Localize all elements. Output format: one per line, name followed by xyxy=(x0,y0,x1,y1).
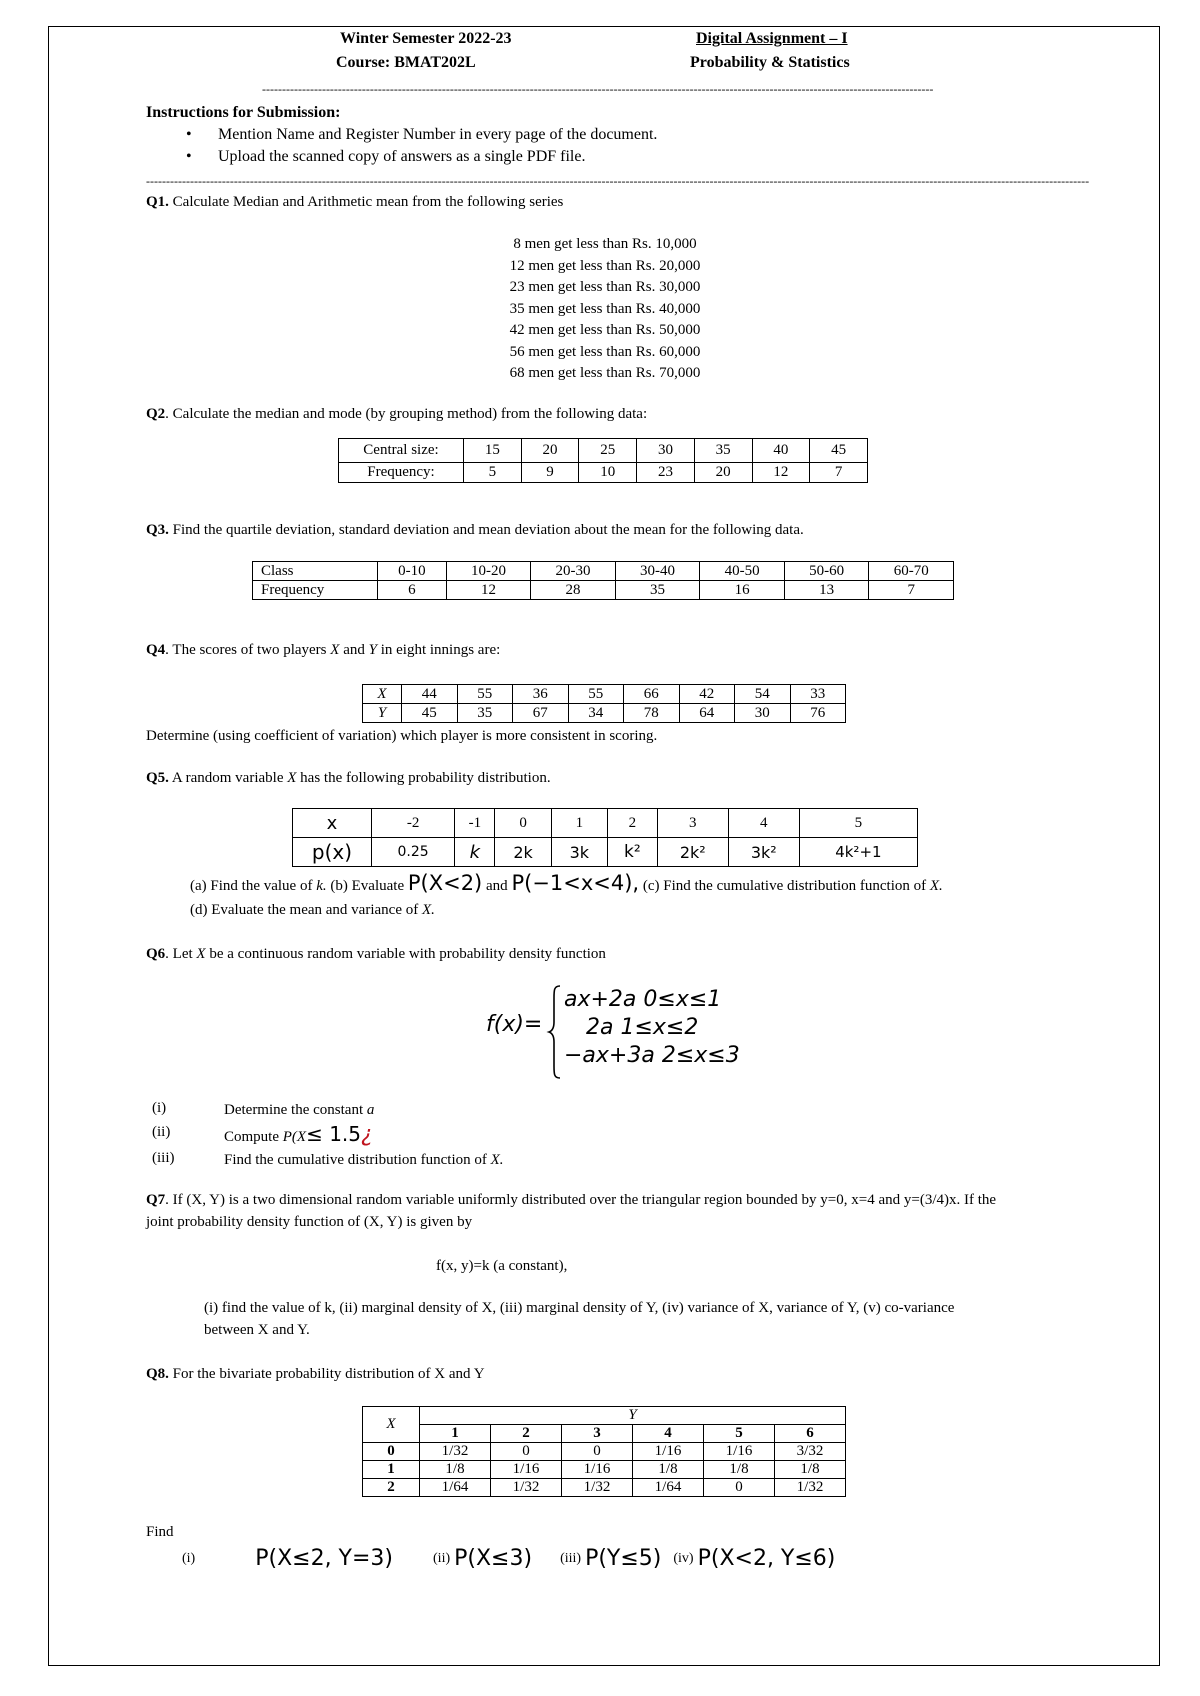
q5-cell: k xyxy=(455,838,495,867)
q3-cell: 40-50 xyxy=(700,562,785,581)
q2-cell: 5 xyxy=(464,463,522,483)
q8-cell: 1/16 xyxy=(633,1443,704,1461)
q5-expr1: P(X<2) xyxy=(407,871,483,895)
q1-series-item: 12 men get less than Rs. 20,000 xyxy=(509,257,701,274)
q4-row-y: Y xyxy=(377,704,387,721)
q3-cell: 35 xyxy=(615,581,700,600)
q4-cell: 42 xyxy=(679,685,735,704)
q2-cell: 20 xyxy=(694,463,752,483)
q8-p4-num: (iv) xyxy=(673,1551,694,1566)
q5-cell: 2 xyxy=(607,809,657,838)
q5-text-b: has the following probability distribution. xyxy=(296,770,551,786)
q4-cell: 44 xyxy=(402,685,458,704)
q8-cell: 1/8 xyxy=(633,1461,704,1479)
q8-cell: 1/32 xyxy=(420,1443,491,1461)
q2-cell: 15 xyxy=(464,439,522,463)
q8-cell: 0 xyxy=(562,1443,633,1461)
q8-row xyxy=(363,1443,846,1461)
q5-k: k. xyxy=(316,878,327,894)
q6-text-b: be a continuous random variable with probability density function xyxy=(205,946,606,962)
q8-row xyxy=(363,1479,846,1497)
q3-cell: 6 xyxy=(378,581,447,600)
q7-line2: joint probability density function of (X, Y) is given by xyxy=(146,1214,473,1230)
q3-row-label: Class xyxy=(253,562,378,581)
instruction-item: • Mention Name and Register Number in every page of the document. xyxy=(146,124,1046,146)
q1-label: Q1. xyxy=(146,194,169,210)
q8-x-label: X xyxy=(386,1416,396,1432)
q4-cell: 54 xyxy=(735,685,791,704)
q5-part-a: (a) Find the value of xyxy=(190,878,317,894)
q6-part-2-text: Compute xyxy=(224,1129,283,1145)
q5-expr2: P(−1<x<4), xyxy=(511,871,640,895)
q2-cell: 40 xyxy=(752,439,810,463)
instructions-title: Instructions for Submission: xyxy=(146,104,341,121)
q8-y-value: 6 xyxy=(775,1425,846,1443)
q5-p-row xyxy=(293,838,918,867)
q8-x-value: 0 xyxy=(363,1443,420,1461)
q5-cell: 3k² xyxy=(728,838,799,867)
q5-cell: 4k²+1 xyxy=(799,838,917,867)
q5-x-end: X. xyxy=(929,878,943,894)
q6-case: −ax+3a 2≤x≤3 xyxy=(564,1043,740,1068)
q8-y-values-row xyxy=(363,1425,846,1443)
q5-cell: 2k² xyxy=(657,838,728,867)
q6-part-1-var: a xyxy=(366,1102,375,1118)
q8-y-label: Y xyxy=(628,1407,637,1423)
q6-case: ax+2a 0≤x≤1 xyxy=(564,987,722,1012)
q3-cell: 28 xyxy=(531,581,616,600)
q5-cell: -1 xyxy=(455,809,495,838)
q3-cell: 30-40 xyxy=(615,562,700,581)
q2-cell: 7 xyxy=(810,463,868,483)
q5-parts-line2 xyxy=(190,900,435,920)
q6-x: X xyxy=(196,946,206,962)
q8-cell: 1/16 xyxy=(562,1461,633,1479)
q1-text: Calculate Median and Arithmetic mean from the following series xyxy=(172,194,564,210)
q7-line1-text: . If (X, Y) is a two dimensional random variable uniformly distributed over the triangular region bounded by y=0, x=4 and y=(3/4)x. If the xyxy=(165,1192,997,1208)
q6-prompt xyxy=(146,944,606,964)
instruction-item: • Upload the scanned copy of answers as a single PDF file. xyxy=(146,146,1046,168)
q5-row-x: x xyxy=(326,812,338,834)
q5-cell: k² xyxy=(607,838,657,867)
q1-prompt xyxy=(146,192,563,212)
q6-part-2 xyxy=(224,1122,373,1149)
q1-series-item: 68 men get less than Rs. 70,000 xyxy=(509,365,701,381)
q6-part-3 xyxy=(224,1150,504,1170)
q8-y-value: 5 xyxy=(704,1425,775,1443)
q6-part-2-var: P(X xyxy=(282,1129,307,1145)
q7-line1: Q7. If (X, Y) is a two dimensional random variable uniformly distributed over the triangular region bounded by y=0, x=4 and y=(3/4)x. If the xyxy=(146,1192,997,1208)
q3-cell: 16 xyxy=(700,581,785,600)
q8-find-parts xyxy=(182,1546,835,1580)
q8-y-value: 3 xyxy=(562,1425,633,1443)
q5-cell: 3k xyxy=(551,838,607,867)
q1-series-item: 35 men get less than Rs. 40,000 xyxy=(509,300,701,317)
q2-prompt xyxy=(146,404,647,424)
q5-cell: 0.25 xyxy=(372,838,455,867)
q2-cell: 45 xyxy=(810,439,868,463)
q2-cell: 25 xyxy=(579,439,637,463)
q5-table xyxy=(292,808,918,867)
q8-cell: 1/32 xyxy=(775,1479,846,1497)
q4-cell: 76 xyxy=(790,704,846,723)
q8-cell: 1/16 xyxy=(491,1461,562,1479)
q1-series-item: 8 men get less than Rs. 10,000 xyxy=(513,236,697,252)
q2-row-label: Central size: xyxy=(339,439,464,463)
q4-and: and xyxy=(339,642,369,658)
q4-row-x: X xyxy=(377,685,387,702)
q5-cell: 0 xyxy=(495,809,551,838)
q4-text-b: in eight innings are: xyxy=(376,642,501,658)
q4-x: X xyxy=(330,642,340,658)
q2-size-row xyxy=(339,439,868,463)
q4-x-row xyxy=(363,685,846,704)
q6-text-a: . Let xyxy=(165,946,197,962)
q8-p1-num: (i) xyxy=(182,1551,196,1566)
q3-text: Find the quartile deviation, standard deviation and mean deviation about the mean for the following data. xyxy=(172,522,804,538)
q5-prompt xyxy=(146,768,551,788)
q3-cell: 12 xyxy=(446,581,531,600)
q4-prompt xyxy=(146,640,500,660)
q2-cell: 12 xyxy=(752,463,810,483)
q4-y: Y xyxy=(368,642,377,658)
q7-parts1: (i) find the value of k, (ii) marginal density of X, (iii) marginal density of Y, (iv) variance of X, variance of Y, (v) co-variance xyxy=(204,1300,955,1316)
q4-cell: 55 xyxy=(568,685,624,704)
q2-row-label: Frequency: xyxy=(339,463,464,483)
q1-series-item: 56 men get less than Rs. 60,000 xyxy=(509,343,701,360)
q8-y-value: 2 xyxy=(491,1425,562,1443)
q4-cell: 35 xyxy=(457,704,513,723)
q6-part-num: (iii) xyxy=(152,1150,175,1166)
q6-part-2-glyph: ¿ xyxy=(361,1122,373,1147)
q5-row-p: p(x) xyxy=(311,840,353,864)
q7-pdf: f(x, y)=k (a constant), xyxy=(436,1258,568,1274)
assignment-title: Digital Assignment – I xyxy=(696,30,848,47)
q6-part-2-expr: ≤ 1.5 xyxy=(306,1122,361,1146)
q6-label: Q6 xyxy=(146,946,166,962)
q8-x-value: 2 xyxy=(363,1479,420,1497)
q8-text: For the bivariate probability distribution of X and Y xyxy=(172,1366,485,1382)
q1-series xyxy=(440,234,770,385)
q5-text-a: A random variable xyxy=(171,770,288,786)
q6-brace-icon xyxy=(548,984,562,1080)
q6-case: 2a 1≤x≤2 xyxy=(586,1015,699,1040)
instructions-divider: -------------------------------------------------------------------------------------------------------------------------------------------------------------------------------------------------------------------------------------------- xyxy=(146,174,1090,188)
q4-table xyxy=(362,684,846,723)
q3-cell: 13 xyxy=(784,581,869,600)
q4-cell: 64 xyxy=(679,704,735,723)
q4-cell: 55 xyxy=(457,685,513,704)
q3-cell: 50-60 xyxy=(784,562,869,581)
q5-x: X xyxy=(287,770,297,786)
q8-prompt xyxy=(146,1364,485,1384)
q6-part-3-var: X. xyxy=(490,1152,504,1168)
q5-x-end2: X. xyxy=(421,902,435,918)
q8-cell: 0 xyxy=(491,1443,562,1461)
q8-cell: 1/8 xyxy=(420,1461,491,1479)
q3-label: Q3. xyxy=(146,522,169,538)
course-code: Course: BMAT202L xyxy=(336,54,476,71)
q6-part-num: (ii) xyxy=(152,1124,171,1140)
q4-label: Q4 xyxy=(146,642,166,658)
q5-cell: 3 xyxy=(657,809,728,838)
q6-part-1 xyxy=(224,1100,374,1120)
q8-x-value: 1 xyxy=(363,1461,420,1479)
q4-cell: 45 xyxy=(402,704,458,723)
q4-y-row xyxy=(363,704,846,723)
q3-row-label: Frequency xyxy=(253,581,378,600)
q3-cell: 7 xyxy=(869,581,954,600)
q5-part-c: (c) Find the cumulative distribution function of xyxy=(639,878,930,894)
q2-cell: 23 xyxy=(637,463,695,483)
instructions-list xyxy=(146,124,1046,168)
q8-cell: 1/32 xyxy=(491,1479,562,1497)
q6-cases xyxy=(564,986,740,1070)
q4-cell: 33 xyxy=(790,685,846,704)
q4-text-a: . The scores of two players xyxy=(165,642,331,658)
q8-cell: 1/8 xyxy=(775,1461,846,1479)
q2-label: Q2 xyxy=(146,406,166,422)
q4-cell: 30 xyxy=(735,704,791,723)
q8-p2: P(X≤3) xyxy=(454,1546,533,1571)
q4-footer: Determine (using coefficient of variation) which player is more consistent in scoring. xyxy=(146,728,658,744)
q8-p2-num: (ii) xyxy=(433,1551,451,1566)
q7-parts2: between X and Y. xyxy=(204,1322,310,1338)
q8-p4: P(X<2, Y≤6) xyxy=(697,1546,836,1571)
header-divider: ------------------------------------------------------------------------------------------------------------------------------------------------------------------------ xyxy=(262,82,934,96)
q6-fx: f(x)= xyxy=(486,1012,543,1037)
q8-cell: 1/32 xyxy=(562,1479,633,1497)
q3-freq-row xyxy=(253,581,954,600)
subject-title: Probability & Statistics xyxy=(690,54,850,71)
q8-cell: 1/16 xyxy=(704,1443,775,1461)
q3-cell: 10-20 xyxy=(446,562,531,581)
q5-cell: 5 xyxy=(799,809,917,838)
q8-y-value: 4 xyxy=(633,1425,704,1443)
q8-cell: 1/64 xyxy=(633,1479,704,1497)
q8-y-value: 1 xyxy=(420,1425,491,1443)
q3-cell: 0-10 xyxy=(378,562,447,581)
q8-row xyxy=(363,1461,846,1479)
q4-cell: 34 xyxy=(568,704,624,723)
q5-parts-line1 xyxy=(190,870,943,899)
q5-label: Q5. xyxy=(146,770,169,786)
q5-cell: 4 xyxy=(728,809,799,838)
q4-cell: 67 xyxy=(513,704,569,723)
q8-p1: P(X≤2, Y=3) xyxy=(255,1546,394,1571)
q3-class-row xyxy=(253,562,954,581)
q5-cell: 1 xyxy=(551,809,607,838)
q3-cell: 20-30 xyxy=(531,562,616,581)
q5-part-d: (d) Evaluate the mean and variance of xyxy=(190,902,422,918)
q6-part-1-text: Determine the constant xyxy=(224,1102,367,1118)
q2-cell: 30 xyxy=(637,439,695,463)
q4-cell: 78 xyxy=(624,704,680,723)
q8-cell: 1/8 xyxy=(704,1461,775,1479)
q8-p3-num: (iii) xyxy=(560,1551,582,1566)
q5-part-b: (b) Evaluate xyxy=(326,878,408,894)
q1-series-item: 42 men get less than Rs. 50,000 xyxy=(509,322,701,338)
q8-cell: 3/32 xyxy=(775,1443,846,1461)
q3-cell: 60-70 xyxy=(869,562,954,581)
q2-cell: 10 xyxy=(579,463,637,483)
q2-text: . Calculate the median and mode (by grouping method) from the following data: xyxy=(165,406,648,422)
q3-prompt xyxy=(146,520,804,540)
q2-cell: 35 xyxy=(694,439,752,463)
q4-cell: 36 xyxy=(513,685,569,704)
q5-cell: -2 xyxy=(372,809,455,838)
q3-table xyxy=(252,561,954,600)
q8-header-row xyxy=(363,1407,846,1425)
q2-cell: 20 xyxy=(521,439,579,463)
q1-series-item: 23 men get less than Rs. 30,000 xyxy=(509,279,701,295)
q4-cell: 66 xyxy=(624,685,680,704)
q6-part-num: (i) xyxy=(152,1100,167,1116)
q8-cell: 1/64 xyxy=(420,1479,491,1497)
q8-find: Find xyxy=(146,1524,174,1540)
q5-cell: 2k xyxy=(495,838,551,867)
q2-table xyxy=(338,438,868,483)
q8-p3: P(Y≤5) xyxy=(585,1546,662,1571)
q8-table xyxy=(362,1406,846,1497)
q8-label: Q8. xyxy=(146,1366,169,1382)
q8-cell: 0 xyxy=(704,1479,775,1497)
q5-x-row xyxy=(293,809,918,838)
q6-part-3-text: Find the cumulative distribution function of xyxy=(224,1152,491,1168)
q2-cell: 9 xyxy=(521,463,579,483)
instructions-section xyxy=(146,102,1046,168)
q5-and: and xyxy=(482,878,512,894)
semester-title: Winter Semester 2022-23 xyxy=(340,30,512,47)
q2-freq-row xyxy=(339,463,868,483)
